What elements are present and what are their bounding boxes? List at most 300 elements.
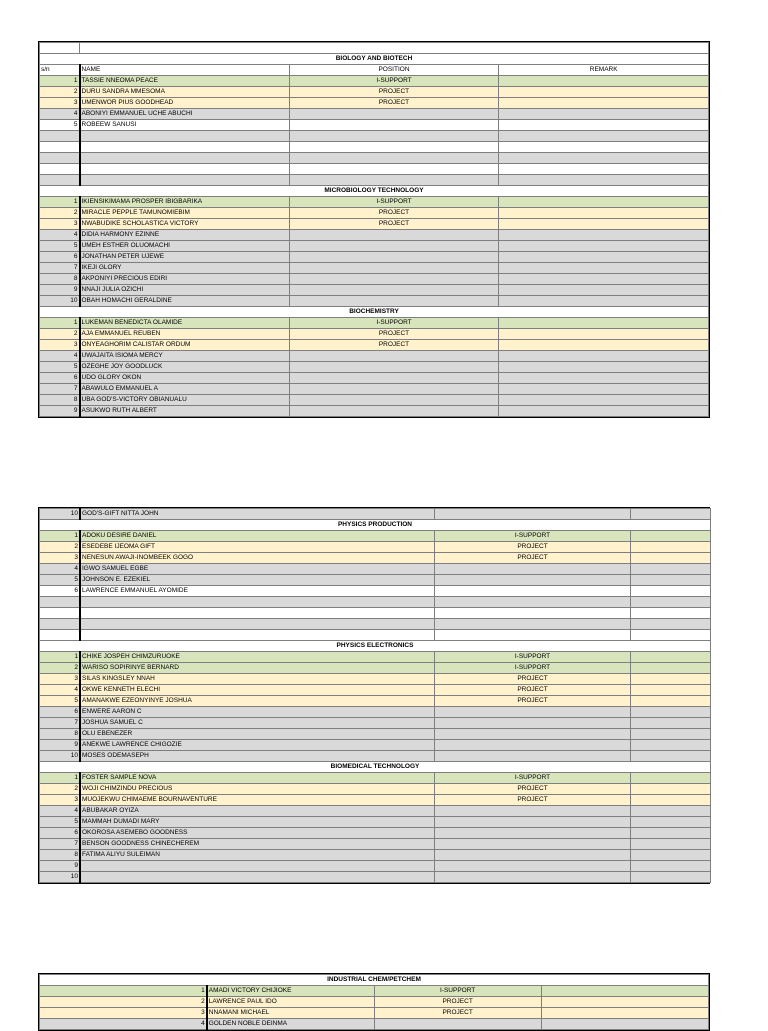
- sn-cell[interactable]: 3: [40, 219, 80, 230]
- sn-cell[interactable]: 5: [40, 696, 81, 707]
- position-cell[interactable]: [435, 751, 631, 762]
- name-cell[interactable]: MOSES ODEMASEPH: [80, 751, 435, 762]
- sn-cell[interactable]: 1: [40, 986, 207, 997]
- name-cell[interactable]: DURU SANDRA MMESOMA: [80, 87, 290, 98]
- name-cell[interactable]: GOD'S-GIFT NITTA JOHN: [80, 509, 435, 520]
- table-row: [40, 986, 709, 997]
- table-row: [40, 997, 709, 1008]
- remark-cell[interactable]: [499, 351, 709, 362]
- name-cell[interactable]: BENSON GOODNESS CHINECHEREM: [80, 839, 435, 850]
- sn-cell[interactable]: [40, 142, 80, 153]
- name-cell[interactable]: ADOKU DESIRE DANIEL: [80, 531, 435, 542]
- position-cell[interactable]: [435, 575, 631, 586]
- position-cell[interactable]: PROJECT: [435, 795, 631, 806]
- table-row: [40, 718, 711, 729]
- remark-cell[interactable]: [499, 395, 709, 406]
- position-cell[interactable]: [435, 564, 631, 575]
- remark-cell[interactable]: [499, 340, 709, 351]
- name-cell[interactable]: [80, 872, 435, 883]
- table-row: [40, 285, 709, 296]
- remark-cell[interactable]: [631, 586, 711, 597]
- position-cell[interactable]: [435, 509, 631, 520]
- sn-cell[interactable]: 5: [40, 817, 81, 828]
- remark-cell[interactable]: [631, 828, 711, 839]
- name-cell[interactable]: [80, 175, 290, 186]
- sn-cell[interactable]: 4: [40, 564, 81, 575]
- remark-cell[interactable]: [499, 76, 709, 87]
- sn-cell[interactable]: 2: [40, 87, 80, 98]
- position-cell[interactable]: [289, 285, 499, 296]
- remark-cell[interactable]: [631, 751, 711, 762]
- remark-cell[interactable]: [631, 564, 711, 575]
- table-row: [40, 861, 711, 872]
- table-row: [40, 597, 711, 608]
- name-cell[interactable]: CHIKE JOSPEH CHIMZURUOKE: [80, 652, 435, 663]
- sn-cell[interactable]: 1: [40, 76, 80, 87]
- name-cell[interactable]: OKWE KENNETH ELECHI: [80, 685, 435, 696]
- sn-cell[interactable]: 4: [40, 109, 80, 120]
- sn-cell[interactable]: 5: [40, 241, 80, 252]
- sn-cell[interactable]: 6: [40, 828, 81, 839]
- name-cell[interactable]: NNAMANI MICHAEL: [207, 1008, 374, 1019]
- position-cell[interactable]: I-SUPPORT: [374, 986, 541, 997]
- name-cell[interactable]: DIDIA HARMONY EZINNE: [80, 230, 290, 241]
- table-row: [40, 773, 711, 784]
- table-row: [40, 740, 711, 751]
- name-cell[interactable]: WARISO SOPIRINYE BERNARD: [80, 663, 435, 674]
- sn-cell[interactable]: [40, 175, 80, 186]
- position-cell[interactable]: [289, 120, 499, 131]
- position-cell[interactable]: PROJECT: [289, 98, 499, 109]
- sn-cell[interactable]: 10: [40, 509, 81, 520]
- remark-cell[interactable]: [631, 674, 711, 685]
- remark-cell[interactable]: [631, 509, 711, 520]
- sn-cell[interactable]: 8: [40, 729, 81, 740]
- sn-cell[interactable]: 7: [40, 263, 80, 274]
- remark-cell[interactable]: [499, 329, 709, 340]
- position-cell[interactable]: PROJECT: [289, 329, 499, 340]
- position-cell[interactable]: [435, 861, 631, 872]
- position-cell[interactable]: [289, 142, 499, 153]
- name-cell[interactable]: LAWRENCE EMMANUEL AYOMIDE: [80, 586, 435, 597]
- name-cell[interactable]: [80, 619, 435, 630]
- position-cell[interactable]: [435, 872, 631, 883]
- remark-cell[interactable]: [631, 531, 711, 542]
- name-cell[interactable]: MUOJEKWU CHIMAEME BOURNAVENTURE: [80, 795, 435, 806]
- remark-cell[interactable]: [631, 597, 711, 608]
- name-cell[interactable]: JONATHAN PETER UJEWE: [80, 252, 290, 263]
- table-row: [40, 351, 709, 362]
- remark-cell[interactable]: [499, 241, 709, 252]
- position-cell[interactable]: [289, 230, 499, 241]
- position-cell[interactable]: I-SUPPORT: [289, 76, 499, 87]
- name-cell[interactable]: ANEKWE LAWRENCE CHIGOZIE: [80, 740, 435, 751]
- name-cell[interactable]: IGWO SAMUEL EGBE: [80, 564, 435, 575]
- position-cell[interactable]: I-SUPPORT: [289, 318, 499, 329]
- remark-cell[interactable]: [499, 87, 709, 98]
- name-cell[interactable]: LAWRENCE PAUL IDO: [207, 997, 374, 1008]
- remark-cell[interactable]: [499, 362, 709, 373]
- name-cell[interactable]: ASUKWO RUTH ALBERT: [80, 406, 290, 417]
- sn-cell[interactable]: 6: [40, 373, 80, 384]
- name-cell[interactable]: [80, 164, 290, 175]
- section-title-row: [40, 762, 711, 773]
- remark-cell[interactable]: [631, 850, 711, 861]
- position-cell[interactable]: I-SUPPORT: [435, 663, 631, 674]
- table-row: [40, 76, 709, 87]
- sn-cell[interactable]: 8: [40, 850, 81, 861]
- position-cell[interactable]: [435, 597, 631, 608]
- name-cell[interactable]: NWABUDIKE SCHOLASTICA VICTORY: [80, 219, 290, 230]
- position-cell[interactable]: PROJECT: [435, 685, 631, 696]
- remark-cell[interactable]: [499, 230, 709, 241]
- remark-cell[interactable]: [631, 839, 711, 850]
- remark-cell[interactable]: [499, 98, 709, 109]
- table-row: [40, 197, 709, 208]
- remark-cell[interactable]: [631, 740, 711, 751]
- remark-cell[interactable]: [631, 872, 711, 883]
- remark-cell[interactable]: [499, 142, 709, 153]
- position-cell[interactable]: I-SUPPORT: [289, 197, 499, 208]
- position-cell[interactable]: [435, 718, 631, 729]
- name-cell[interactable]: UMEH ESTHER OLUOMACHI: [80, 241, 290, 252]
- remark-cell[interactable]: [499, 296, 709, 307]
- remark-cell[interactable]: [631, 795, 711, 806]
- table-row: [40, 384, 709, 395]
- name-cell[interactable]: MIRACLE PEPPLE TAMUNOMIEBIM: [80, 208, 290, 219]
- position-cell[interactable]: PROJECT: [289, 208, 499, 219]
- position-cell[interactable]: [435, 707, 631, 718]
- table-row: [40, 395, 709, 406]
- name-cell[interactable]: JOSHUA SAMUEL C: [80, 718, 435, 729]
- remark-cell[interactable]: [631, 542, 711, 553]
- name-cell[interactable]: OKOROSA ASEMEBO GOODNESS: [80, 828, 435, 839]
- sn-cell[interactable]: 1: [40, 197, 80, 208]
- position-cell[interactable]: [289, 395, 499, 406]
- name-cell[interactable]: [80, 630, 435, 641]
- name-header: NAME: [80, 65, 290, 76]
- name-cell[interactable]: ABAWULO EMMANUEL A: [80, 384, 290, 395]
- sn-cell[interactable]: [40, 597, 81, 608]
- sn-cell[interactable]: 4: [40, 685, 81, 696]
- sn-cell[interactable]: [40, 131, 80, 142]
- sn-cell[interactable]: 7: [40, 384, 80, 395]
- name-cell[interactable]: OLU EBENEZER: [80, 729, 435, 740]
- table-row: [40, 1008, 709, 1019]
- remark-cell[interactable]: [631, 817, 711, 828]
- section-title-row: [40, 54, 709, 65]
- name-cell[interactable]: FATIMA ALIYU SULEIMAN: [80, 850, 435, 861]
- position-cell[interactable]: PROJECT: [374, 1008, 541, 1019]
- roster-table-3: [39, 974, 709, 1030]
- name-cell[interactable]: JOHNSON E. EZEKIEL: [80, 575, 435, 586]
- position-cell[interactable]: PROJECT: [435, 696, 631, 707]
- remark-cell[interactable]: [541, 997, 708, 1008]
- position-cell[interactable]: [435, 619, 631, 630]
- sn-cell[interactable]: 5: [40, 362, 80, 373]
- table-row: [40, 362, 709, 373]
- position-cell[interactable]: [435, 806, 631, 817]
- name-cell[interactable]: ENWERE AARON C: [80, 707, 435, 718]
- table-row: [40, 263, 709, 274]
- remark-cell[interactable]: [499, 164, 709, 175]
- position-cell[interactable]: [374, 1019, 541, 1030]
- sn-cell[interactable]: 2: [40, 663, 81, 674]
- remark-cell[interactable]: [631, 608, 711, 619]
- position-cell[interactable]: [435, 828, 631, 839]
- position-cell[interactable]: PROJECT: [435, 542, 631, 553]
- position-cell[interactable]: [289, 406, 499, 417]
- table-row: [40, 120, 709, 131]
- table-row: [40, 707, 711, 718]
- sn-cell[interactable]: 6: [40, 707, 81, 718]
- name-cell[interactable]: IKEJI GLORY: [80, 263, 290, 274]
- remark-cell[interactable]: [631, 707, 711, 718]
- position-cell[interactable]: [435, 839, 631, 850]
- position-cell[interactable]: I-SUPPORT: [435, 652, 631, 663]
- roster-table-1: [39, 42, 709, 417]
- name-cell[interactable]: [80, 131, 290, 142]
- position-cell[interactable]: [435, 608, 631, 619]
- table-row: [40, 729, 711, 740]
- name-cell[interactable]: NNAJI JULIA OZICHI: [80, 285, 290, 296]
- position-cell[interactable]: [289, 362, 499, 373]
- position-cell[interactable]: [289, 351, 499, 362]
- name-cell[interactable]: ONYEAGHORIM CALISTAR ORDUM: [80, 340, 290, 351]
- name-cell[interactable]: [80, 153, 290, 164]
- name-cell[interactable]: IKIENSIKIMAMA PROSPER IBIGBARIKA: [80, 197, 290, 208]
- name-cell[interactable]: ABUBAKAR OYIZA: [80, 806, 435, 817]
- position-cell[interactable]: [289, 164, 499, 175]
- position-cell[interactable]: PROJECT: [435, 784, 631, 795]
- name-cell[interactable]: SILAS KINGSLEY NNAH: [80, 674, 435, 685]
- name-cell[interactable]: AMANAKWE EZEONYINYE JOSHUA: [80, 696, 435, 707]
- name-cell[interactable]: UDO GLORY OKON: [80, 373, 290, 384]
- sn-cell[interactable]: 8: [40, 395, 80, 406]
- name-cell[interactable]: TASSIE NNEOMA PEACE: [80, 76, 290, 87]
- position-cell[interactable]: [289, 296, 499, 307]
- sn-cell[interactable]: 4: [40, 1019, 207, 1030]
- position-cell[interactable]: PROJECT: [435, 553, 631, 564]
- sn-cell[interactable]: 1: [40, 318, 80, 329]
- sheet-page-1: [38, 41, 710, 418]
- name-cell[interactable]: [80, 597, 435, 608]
- remark-cell[interactable]: [631, 553, 711, 564]
- position-cell[interactable]: PROJECT: [289, 340, 499, 351]
- position-cell[interactable]: [435, 850, 631, 861]
- position-cell[interactable]: [289, 274, 499, 285]
- remark-cell[interactable]: [499, 384, 709, 395]
- remark-cell[interactable]: [499, 109, 709, 120]
- table-row: [40, 509, 711, 520]
- name-cell[interactable]: ESEDEBE IJEOMA GIFT: [80, 542, 435, 553]
- table-row: [40, 109, 709, 120]
- remark-cell[interactable]: [631, 630, 711, 641]
- sn-cell[interactable]: 1: [40, 652, 81, 663]
- sn-cell[interactable]: 6: [40, 252, 80, 263]
- name-cell[interactable]: ROBEEW SANUSI: [80, 120, 290, 131]
- position-cell[interactable]: [289, 263, 499, 274]
- table-row: [40, 274, 709, 285]
- remark-cell[interactable]: [499, 373, 709, 384]
- table-row: [40, 175, 709, 186]
- table-row: [40, 608, 711, 619]
- remark-cell[interactable]: [499, 197, 709, 208]
- table-row: [40, 751, 711, 762]
- name-cell[interactable]: ABONIYI EMMANUEL UCHE ABUCHI: [80, 109, 290, 120]
- name-cell[interactable]: [80, 142, 290, 153]
- sn-cell[interactable]: 3: [40, 98, 80, 109]
- sn-cell[interactable]: 3: [40, 1008, 207, 1019]
- table-row: [40, 630, 711, 641]
- remark-cell[interactable]: [499, 263, 709, 274]
- table-row: [40, 806, 711, 817]
- position-cell[interactable]: [435, 817, 631, 828]
- sn-cell[interactable]: 9: [40, 861, 81, 872]
- name-cell[interactable]: MAMMAH DUMADI MARY: [80, 817, 435, 828]
- sn-cell[interactable]: 1: [40, 773, 81, 784]
- remark-cell[interactable]: [631, 619, 711, 630]
- table-row: [40, 817, 711, 828]
- name-cell[interactable]: OZEGHE JOY GOODLUCK: [80, 362, 290, 373]
- name-cell[interactable]: OBAH HOMACHI GERALDINE: [80, 296, 290, 307]
- sn-cell[interactable]: 9: [40, 406, 80, 417]
- remark-cell[interactable]: [499, 252, 709, 263]
- position-cell[interactable]: [435, 630, 631, 641]
- remark-cell[interactable]: [631, 696, 711, 707]
- table-row: [40, 619, 711, 630]
- sn-cell[interactable]: 2: [40, 784, 81, 795]
- table-row: [40, 131, 709, 142]
- remark-cell[interactable]: [499, 274, 709, 285]
- sn-cell[interactable]: 2: [40, 329, 80, 340]
- position-cell[interactable]: [289, 384, 499, 395]
- sn-cell[interactable]: 9: [40, 740, 81, 751]
- remark-cell[interactable]: [631, 784, 711, 795]
- sn-cell[interactable]: [40, 153, 80, 164]
- sn-cell[interactable]: [40, 608, 81, 619]
- table-row: [40, 373, 709, 384]
- position-cell[interactable]: [435, 740, 631, 751]
- remark-cell[interactable]: [499, 406, 709, 417]
- position-cell[interactable]: I-SUPPORT: [435, 773, 631, 784]
- remark-cell[interactable]: [631, 652, 711, 663]
- remark-cell[interactable]: [499, 208, 709, 219]
- remark-cell[interactable]: [541, 1019, 708, 1030]
- sn-cell[interactable]: 1: [40, 531, 81, 542]
- position-cell[interactable]: [289, 175, 499, 186]
- remark-cell[interactable]: [541, 1008, 708, 1019]
- remark-cell[interactable]: [499, 285, 709, 296]
- sn-cell[interactable]: 4: [40, 351, 80, 362]
- remark-cell[interactable]: [631, 718, 711, 729]
- sn-cell[interactable]: 2: [40, 542, 81, 553]
- section-title-row: [40, 975, 709, 986]
- name-cell[interactable]: AKPONIYI PRECIOUS EDIRI: [80, 274, 290, 285]
- position-cell[interactable]: [289, 252, 499, 263]
- name-cell[interactable]: AMADI VICTORY CHIJIOKE: [207, 986, 374, 997]
- position-cell[interactable]: PROJECT: [435, 674, 631, 685]
- position-cell[interactable]: PROJECT: [289, 219, 499, 230]
- table-row: [40, 153, 709, 164]
- remark-cell[interactable]: [499, 219, 709, 230]
- remark-cell[interactable]: [499, 120, 709, 131]
- position-cell[interactable]: PROJECT: [374, 997, 541, 1008]
- sn-cell[interactable]: 3: [40, 553, 81, 564]
- name-cell[interactable]: UBA GOD'S-VICTORY OBIANUALU: [80, 395, 290, 406]
- sn-cell[interactable]: 2: [40, 208, 80, 219]
- name-cell[interactable]: AJA EMMANUEL REUBEN: [80, 329, 290, 340]
- remark-cell[interactable]: [631, 806, 711, 817]
- remark-cell[interactable]: [631, 729, 711, 740]
- remark-cell[interactable]: [631, 861, 711, 872]
- sn-cell[interactable]: 10: [40, 296, 80, 307]
- name-cell[interactable]: [80, 608, 435, 619]
- sn-cell[interactable]: 5: [40, 575, 81, 586]
- name-cell[interactable]: NENESUN AWAJI-INOMBEEK GOGO: [80, 553, 435, 564]
- remark-cell[interactable]: [499, 175, 709, 186]
- sn-cell[interactable]: 7: [40, 718, 81, 729]
- position-cell[interactable]: [289, 131, 499, 142]
- name-cell[interactable]: UWAJAITA ISIOMA MERCY: [80, 351, 290, 362]
- position-cell[interactable]: I-SUPPORT: [435, 531, 631, 542]
- remark-cell[interactable]: [541, 986, 708, 997]
- sn-cell[interactable]: 9: [40, 285, 80, 296]
- sn-cell[interactable]: 10: [40, 751, 81, 762]
- sn-cell[interactable]: 4: [40, 230, 80, 241]
- table-row: [40, 575, 711, 586]
- sn-cell[interactable]: 3: [40, 674, 81, 685]
- roster-table-2: [39, 508, 711, 883]
- header-row: [40, 65, 709, 76]
- table-row: [40, 696, 711, 707]
- position-cell[interactable]: [289, 109, 499, 120]
- sn-cell[interactable]: [40, 630, 81, 641]
- sn-cell[interactable]: 3: [40, 795, 81, 806]
- table-row: [40, 542, 711, 553]
- name-cell[interactable]: UMENWOR PIUS GOODHEAD: [80, 98, 290, 109]
- sn-cell[interactable]: 2: [40, 997, 207, 1008]
- sn-cell[interactable]: 6: [40, 586, 81, 597]
- remark-cell[interactable]: [631, 663, 711, 674]
- position-cell[interactable]: [289, 373, 499, 384]
- sn-cell[interactable]: 5: [40, 120, 80, 131]
- sn-cell[interactable]: [40, 619, 81, 630]
- position-cell[interactable]: [435, 729, 631, 740]
- remark-cell[interactable]: [631, 575, 711, 586]
- sn-cell[interactable]: 4: [40, 806, 81, 817]
- sn-cell[interactable]: 10: [40, 872, 81, 883]
- position-cell[interactable]: [289, 153, 499, 164]
- position-cell[interactable]: [289, 241, 499, 252]
- name-cell[interactable]: WOJI CHIMZINDU PRECIOUS: [80, 784, 435, 795]
- remark-cell[interactable]: [499, 318, 709, 329]
- name-cell[interactable]: FOSTER SAMPLE NOVA: [80, 773, 435, 784]
- remark-cell[interactable]: [631, 773, 711, 784]
- position-cell[interactable]: [435, 586, 631, 597]
- sn-cell[interactable]: 3: [40, 340, 80, 351]
- name-cell[interactable]: [80, 861, 435, 872]
- name-cell[interactable]: LUKEMAN BENEDICTA OLAMIDE: [80, 318, 290, 329]
- remark-cell[interactable]: [499, 153, 709, 164]
- sn-cell[interactable]: [40, 164, 80, 175]
- remark-cell[interactable]: [631, 685, 711, 696]
- position-cell[interactable]: PROJECT: [289, 87, 499, 98]
- name-cell[interactable]: GOLDEN NOBLE DEINMA: [207, 1019, 374, 1030]
- sn-cell[interactable]: 7: [40, 839, 81, 850]
- sn-cell[interactable]: 8: [40, 274, 80, 285]
- remark-cell[interactable]: [499, 131, 709, 142]
